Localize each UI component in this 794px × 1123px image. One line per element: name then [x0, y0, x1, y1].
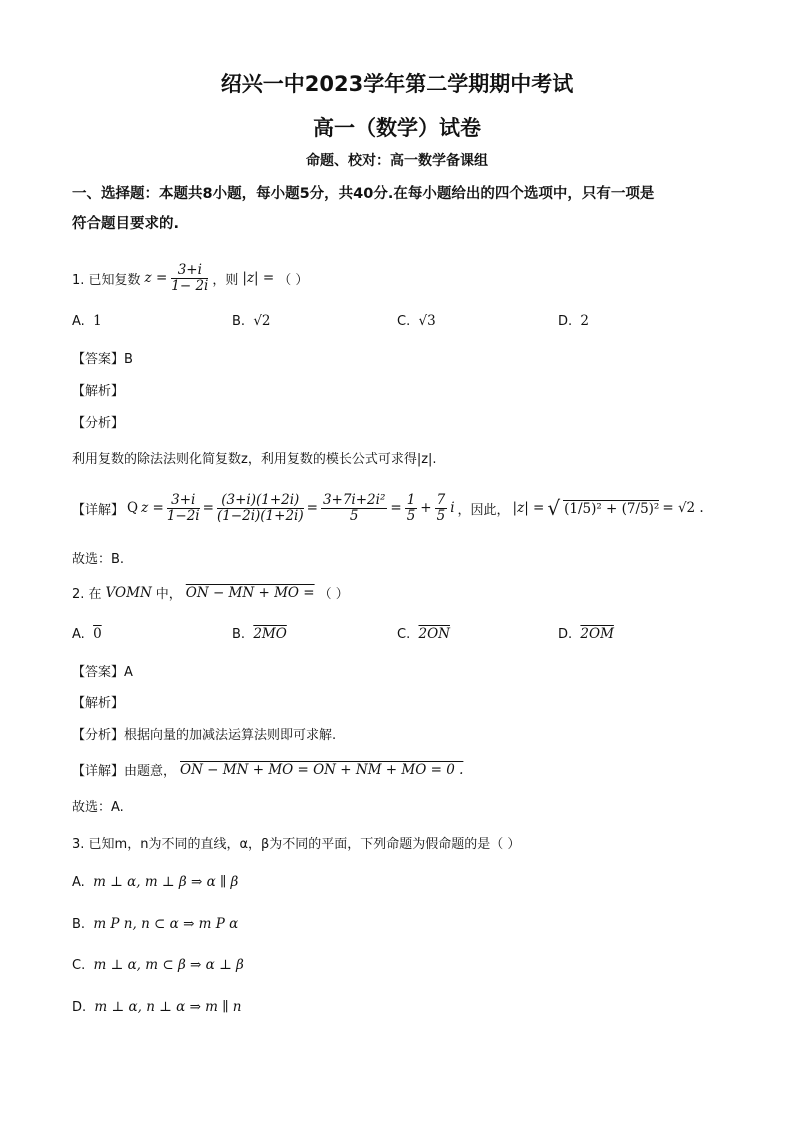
q1-suffix: ，则 — [212, 272, 239, 288]
q1-denominator: 1− 2i — [171, 277, 209, 294]
q2-option-b: B. 2MO — [232, 626, 287, 642]
q1-paren: （ ） — [278, 272, 309, 288]
q2-paren: （ ） — [318, 587, 349, 602]
q2-option-c: C. 2ON — [397, 626, 450, 642]
q1-detail-frac3-num: 3+7i+2i² — [322, 491, 386, 508]
exam-author: 命题、校对：高一数学备课组 — [306, 153, 488, 169]
q3-option-a: A. m ⊥ α, m ⊥ β ⇒ α ∥ β — [72, 874, 239, 890]
q2-answer: 【答案】A — [72, 665, 133, 680]
q1-detail-abs: |z| = — [512, 500, 545, 516]
q3-option-b: B. m P n, n ⊂ α ⇒ m P α — [72, 916, 239, 932]
q2-detail — [72, 760, 463, 779]
q1-detail-frac1 — [167, 493, 200, 524]
q1-option-a: A. 1 — [72, 313, 102, 329]
q2-detail-expression: ON − MN + MO = ON + NM + MO = 0 . — [180, 761, 464, 778]
q3-option-d: D. m ⊥ α, n ⊥ α ⇒ m ∥ n — [72, 999, 242, 1015]
q1-detail-label: 【详解】 — [72, 502, 125, 518]
q2-detail-label: 【详解】由题意， — [72, 764, 177, 779]
q1-detail-frac5-num: 7 — [436, 491, 446, 508]
q1-jiexi: 【解析】 — [72, 384, 125, 399]
q1-detail-z: z = — [141, 500, 164, 516]
q1-z-label: z = — [144, 270, 168, 286]
q1-detail-frac2 — [217, 493, 304, 524]
q1-detail-frac1-num: 3+i — [167, 493, 200, 509]
q1-detail-sqrt-body: (1/5)² + (7/5)² — [564, 500, 660, 517]
q1-detail-frac5-den: 5 — [436, 507, 446, 524]
q1-detail-therefore: ，因此， — [457, 502, 510, 518]
q3-stem: 3. 已知m，n为不同的直线，α，β为不同的平面，下列命题为假命题的是（ ） — [72, 837, 521, 852]
q1-stem — [72, 258, 308, 298]
q1-numerator: 3+i — [171, 263, 208, 279]
q1-option-c: C. √3 — [397, 313, 436, 329]
q2-conclusion: 故选：A. — [72, 800, 124, 815]
q2-prefix: 2. 在 — [72, 587, 102, 602]
q2-middle: 中， — [155, 587, 182, 602]
q1-conclusion: 故选：B. — [72, 552, 125, 567]
q1-detail-frac4-num: 1 — [406, 491, 416, 508]
q1-detail-frac4-den: 5 — [406, 507, 416, 524]
q1-detail: 【详解】 Q z = $\frac{3+i}{1-2i}$ = $\frac{(3+i)(1+2i)}{(1-2i)(1+2i)}$ = $\frac{\text{3+7i+2i²}}{5}$ = $\frac{1}{5}$ + $\frac{7}{5}$ i ，因此， |z| = √ (1/5)² + (7/5)² = √2 . — [72, 491, 704, 524]
exam-title: 绍兴一中2023学年第二学期期中考试 — [220, 72, 574, 96]
q1-detail-i: i — [450, 500, 455, 516]
q1-detail-frac3-den: 5 — [349, 507, 359, 524]
q2-stem — [72, 583, 349, 602]
q1-detail-q: Q — [127, 500, 139, 516]
section-heading-line2: 符合题目要求的. — [72, 216, 180, 232]
q1-detail-frac3 — [321, 493, 387, 524]
q3-option-c: C. m ⊥ α, m ⊂ β ⇒ α ⊥ β — [72, 957, 244, 973]
q1-fenxi-text: 利用复数的除法法则化简复数z，利用复数的模长公式可求得|z|. — [72, 452, 437, 467]
q1-option-d: D. 2 — [558, 313, 590, 329]
q1-abs-z: |z| = — [242, 270, 275, 286]
exam-subtitle: 高一（数学）试卷 — [313, 116, 481, 140]
q2-option-d: D. 2OM — [558, 626, 614, 642]
q1-answer: 【答案】B — [72, 352, 133, 367]
q1-detail-frac2-num: (3+i)(1+2i) — [217, 493, 304, 509]
q1-detail-frac4 — [405, 493, 418, 524]
q2-option-a: A. 0 — [72, 626, 102, 642]
q2-expression: ON − MN + MO = — [185, 584, 315, 601]
q2-triangle: VOMN — [105, 584, 152, 601]
q2-fenxi: 【分析】根据向量的加减法运算法则即可求解. — [72, 728, 337, 743]
q1-detail-frac5 — [435, 493, 448, 524]
q1-option-b: B. √2 — [232, 313, 271, 329]
q1-detail-result: = √2 . — [662, 500, 704, 516]
section-heading-line1: 一、选择题：本题共8小题，每小题5分，共40分.在每小题给出的四个选项中，只有一项是 — [72, 186, 655, 202]
q1-prefix: 1. 已知复数 — [72, 272, 141, 288]
q1-fraction — [171, 263, 208, 294]
q2-jiexi: 【解析】 — [72, 696, 125, 711]
q1-detail-frac1-den: 1−2i — [166, 507, 200, 524]
q1-detail-frac2-den: (1−2i)(1+2i) — [216, 507, 304, 524]
q1-fenxi-label: 【分析】 — [72, 416, 125, 431]
